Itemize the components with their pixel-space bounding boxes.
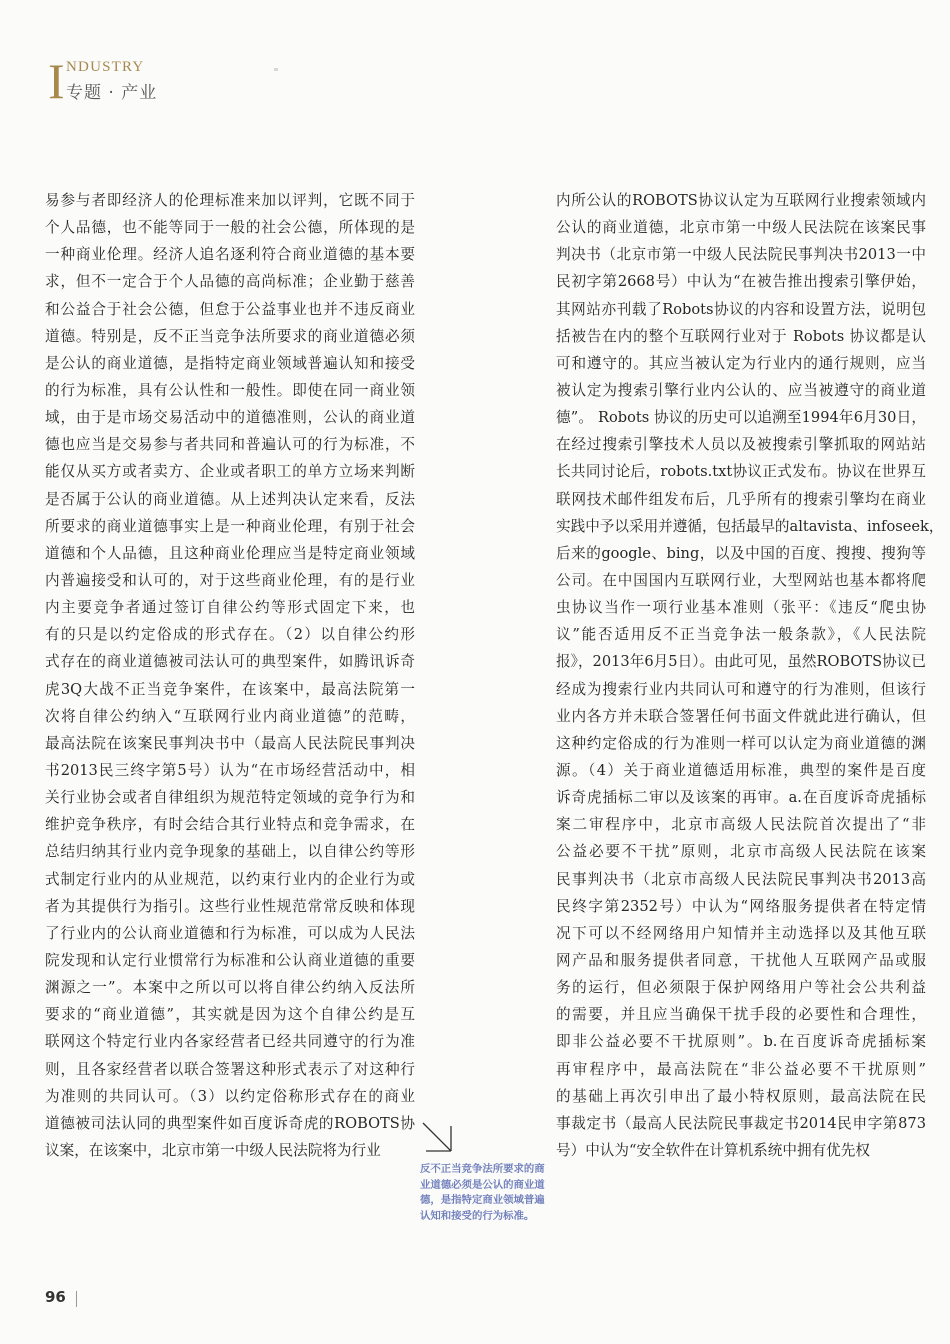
text-line: 公认的商业道德，北京市第一中级人民法院在该案民事 — [556, 219, 926, 237]
text-line: 渊源之一”。本案中之所以可以将自律公约纳入反法所 — [45, 979, 415, 997]
text-line: 要求的“商业道德”，其实就是因为这个自律公约是互 — [45, 1006, 415, 1024]
text-line: 判决书（北京市第一中级人民法院民事判决书2013一中 — [556, 246, 926, 264]
text-line: 内普遍接受和认可的，对于这些商业伦理，有的是行业 — [45, 571, 415, 589]
left-article-column — [45, 187, 415, 1164]
text-line: 联网技术邮件组发布后，几乎所有的搜索引擎均在商业 — [556, 490, 926, 508]
text-line: 次将自律公约纳入“互联网行业内商业道德”的范畴， — [45, 707, 415, 725]
text-line: 者为其提供行为指引。这些行业性规范常常反映和体现 — [45, 897, 415, 915]
text-line: 德”。 Robots 协议的历史可以追溯至1994年6月30日， — [556, 409, 926, 427]
text-line: 在经过搜索引擎技术人员以及被搜索引擎抓取的网站站 — [556, 436, 926, 454]
text-line: 号）中认为“安全软件在计算机系统中拥有优先权 — [556, 1141, 870, 1159]
text-line: 有的只是以约定俗成的形式存在。（2）以自律公约形 — [45, 626, 415, 644]
page-number-divider — [76, 1291, 77, 1307]
pull-quote-text: 反不正当竞争法所要求的商业道德必须是公认的商业道德，是指特定商业领域普遍认知和接受的行为标准。 — [420, 1163, 545, 1222]
text-line: 经成为搜索行业内共同认可和遵守的行为准则，但该行 — [556, 680, 926, 698]
text-line: 了行业内的公认商业道德和行为标准，可以成为人民法 — [45, 924, 415, 942]
text-line: 道德和个人品德，且这种商业伦理应当是特定商业领域 — [45, 544, 415, 562]
text-line: 为准则的共同认可。（3）以约定俗称形式存在的商业 — [45, 1087, 415, 1105]
text-line: 报》，2013年6月5日）。由此可见，虽然ROBOTS协议已 — [556, 653, 926, 671]
text-line: 被认定为搜索引擎行业内公认的、应当被遵守的商业道 — [556, 381, 926, 399]
text-line: 所要求的商业道德事实上是一种商业伦理，有别于社会 — [45, 517, 415, 535]
text-line: 议案，在该案中，北京市第一中级人民法院将为行业 — [45, 1141, 381, 1159]
text-line: 网产品和服务提供者同意，干扰他人互联网产品或服 — [556, 951, 926, 969]
text-line: 道德被司法认同的典型案件如百度诉奇虎的ROBOTS协 — [45, 1114, 415, 1132]
text-line: 个人品德，也不能等同于一般的社会公德，所体现的是 — [45, 219, 415, 237]
text-line: 求，但不一定合于个人品德的高尚标准；企业勤于慈善 — [45, 273, 415, 291]
text-line: 总结归纳其行业内竞争现象的基础上，以自律公约等形 — [45, 843, 415, 861]
text-line: 长共同讨论后，robots.txt协议正式发布。协议在世界互 — [556, 463, 926, 481]
text-line: 书2013民三终字第5号）认为“在市场经营活动中，相 — [45, 761, 415, 779]
text-line: 的需要，并且应当确保干扰手段的必要性和合理性， — [556, 1006, 926, 1024]
section-header — [48, 53, 208, 109]
text-line: 案二审程序中，北京市高级人民法院首次提出了“非 — [556, 816, 926, 834]
text-line: 业内各方并未联合签署任何书面文件就此进行确认，但 — [556, 707, 926, 725]
text-line: 是公认的商业道德，是指特定商业领域普遍认知和接受 — [45, 354, 415, 372]
text-line: 的行为标准，具有公认性和一般性。即使在同一商业领 — [45, 381, 415, 399]
text-line: 实践中予以采用并遵循，包括最早的altavista、infoseek， — [556, 517, 944, 535]
text-line: 的基础上再次引申出了最小特权原则，最高法院在民 — [556, 1087, 926, 1105]
text-line: 易参与者即经济人的伦理标准来加以评判，它既不同于 — [45, 192, 415, 209]
arrow-corner-icon — [420, 1120, 456, 1156]
text-line: 况下可以不经网络用户知情并主动选择以及其他互联 — [556, 924, 926, 942]
text-line: 再审程序中，最高法院在“非公益必要不干扰原则” — [556, 1060, 926, 1078]
text-line: 最高法院在该案民事判决书中（最高人民法院民事判决 — [45, 734, 415, 752]
text-line: 民事判决书（北京市高级人民法院民事判决书2013高 — [556, 870, 926, 888]
text-line: 这种约定俗成的行为准则一样可以认定为商业道德的渊 — [556, 734, 926, 752]
text-line: 后来的google、bing，以及中国的百度、搜搜、搜狗等 — [556, 544, 926, 562]
text-line: 虎3Q大战不正当竞争案件，在该案中，最高法院第一 — [45, 680, 415, 698]
pull-quote — [420, 1120, 545, 1224]
text-line: 即非公益必要不干扰原则”。b.在百度诉奇虎插标案 — [556, 1033, 926, 1051]
text-line: 内主要竞争者通过签订自律公约等形式固定下来，也 — [45, 599, 415, 617]
text-line: 诉奇虎插标二审以及该案的再审。a.在百度诉奇虎插标 — [556, 789, 926, 807]
text-line: 事裁定书（最高人民法院民事裁定书2014民申字第873 — [556, 1114, 926, 1132]
text-line: 式存在的商业道德被司法认可的典型案件，如腾讯诉奇 — [45, 653, 415, 671]
text-line: 和公益合于社会公德，但怠于公益事业也并不违反商业 — [45, 300, 415, 318]
text-line: 括被告在内的整个互联网行业对于 Robots 协议都是认 — [556, 327, 926, 345]
right-article-column — [556, 187, 944, 1164]
text-line: 则，且各家经营者以联合签署这种形式表示了对这种行 — [45, 1060, 415, 1078]
text-line: 可和遵守的。其应当被认定为行业内的通行规则，应当 — [556, 354, 926, 372]
text-line: 民终字第2352号）中认为“网络服务提供者在特定情 — [556, 897, 926, 915]
text-line: 是否属于公认的商业道德。从上述判决认定来看，反法 — [45, 490, 415, 508]
section-title-chinese: 专题 · 产业 — [66, 83, 158, 103]
text-line: 议”能否适用反不正当竞争法一般条款》，《人民法院 — [556, 626, 926, 644]
text-line: 联网这个特定行业内各家经营者已经共同遵守的行为准 — [45, 1033, 415, 1051]
page-number: 96 — [45, 1288, 66, 1306]
section-title-english: NDUSTRY — [66, 59, 145, 75]
text-line: 德也应当是交易参与者共同和普遍认可的行为标准，不 — [45, 436, 415, 454]
text-line: 域，由于是市场交易活动中的道德准则，公认的商业道 — [45, 409, 415, 427]
text-line: 内所公认的ROBOTS协议认定为互联网行业搜索领域内 — [556, 192, 926, 209]
text-line: 能仅从买方或者卖方、企业或者职工的单方立场来判断 — [45, 463, 415, 481]
text-line: 院发现和认定行业惯常行为标准和公认商业道德的重要 — [45, 951, 415, 969]
text-line: 一种商业伦理。经济人追名逐利符合商业道德的基本要 — [45, 246, 415, 264]
text-line: 公益必要不干扰”原则，北京市高级人民法院在该案 — [556, 843, 926, 861]
text-line: 虫协议当作一项行业基本准则（张平：《违反“爬虫协 — [556, 599, 926, 617]
text-line: 关行业协会或者自律组织为规范特定领域的竞争行为和 — [45, 789, 415, 807]
text-line: 源。（4）关于商业道德适用标准，典型的案件是百度 — [556, 761, 926, 779]
text-line: 维护竞争秩序，有时会结合其行业特点和竞争需求，在 — [45, 816, 415, 834]
text-line: 务的运行，但必须限于保护网络用户等社会公共利益 — [556, 979, 926, 997]
text-line: 民初字第2668号）中认为“在被告推出搜索引擎伊始， — [556, 273, 926, 291]
text-line: 其网站亦刊载了Robots协议的内容和设置方法，说明包 — [556, 300, 926, 318]
text-line: 式制定行业内的从业规范，以约束行业内的企业行为或 — [45, 870, 415, 888]
scan-speck — [274, 68, 278, 71]
section-initial: I — [48, 53, 65, 109]
text-line: 公司。在中国国内互联网行业，大型网站也基本都将爬 — [556, 571, 926, 589]
text-line: 道德。特别是，反不正当竞争法所要求的商业道德必须 — [45, 327, 415, 345]
